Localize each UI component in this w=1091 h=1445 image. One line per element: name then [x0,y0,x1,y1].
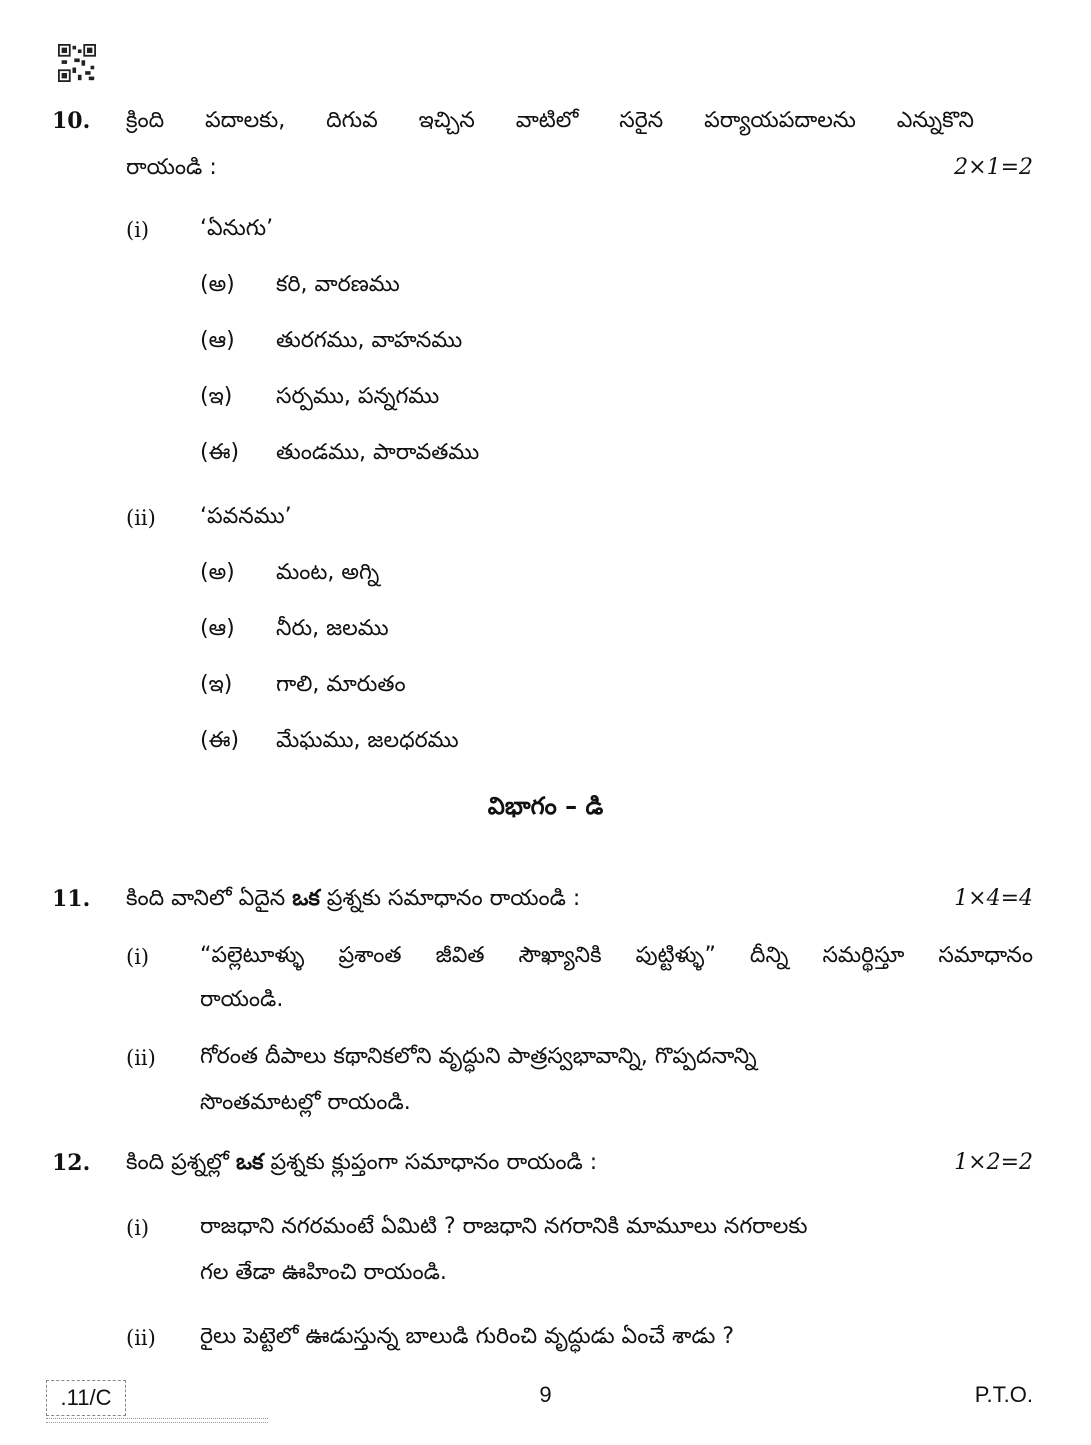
option-text: నీరు, జలము [276,616,389,641]
question-10-text-line1: క్రింది పదాలకు, దిగువ ఇచ్చిన వాటిలో సరైన పర్యాయపదాలను ఎన్నుకొని [126,108,974,133]
option-item [200,616,389,646]
q12-part-line1: రాజధాని నగరమంటే ఏమిటి ? రాజధాని నగరానికి మామూలు నగరాలకు [200,1214,808,1239]
q11-part-line1: గోరంత దీపాలు కథానికలోని వృద్ధుని పాత్రస్వభావాన్ని, గొప్పదనాన్ని [200,1044,757,1069]
option-label: (ఆ) [200,328,235,353]
option-item [200,672,406,702]
q11-part-label: (ii) [126,1046,156,1070]
question-11-text-post: ప్రశ్నకు సమాధానం రాయండి : [319,886,581,911]
question-11-text-pre: కింది వానిలో ఏదైన [126,886,293,911]
q12-part-line1: రైలు పెట్టెలో ఊడుస్తున్న బాలుడి గురించి వృద్ధుడు ఏంచే శాడు ? [200,1324,735,1349]
q11-part-line2: రాయండి. [200,987,284,1012]
question-12-text-pre: కింది ప్రశ్నల్లో [126,1150,236,1175]
q10-part-label: (ii) [126,506,156,530]
question-11-marks: 1×4=4 [954,886,1033,911]
q10-part-word: ‘పవనము’ [200,504,292,529]
option-label: (అ) [200,272,235,297]
option-item [200,384,439,414]
q11-part-line1: “పల్లెటూళ్ళు ప్రశాంత జీవిత సౌఖ్యానికి పుట్టిళ్ళు” దీన్ని సమర్థిస్తూ సమాధానం [200,943,1033,968]
option-item [200,728,459,758]
page-number: 9 [539,1382,552,1407]
question-12-text [126,1150,597,1180]
option-text: మంట, అగ్ని [276,560,380,585]
question-number-10: 10. [52,108,91,134]
option-label: (ఈ) [200,440,240,465]
q11-part-label: (i) [126,945,150,969]
question-12-marks: 1×2=2 [954,1150,1033,1175]
q12-part-label: (ii) [126,1326,156,1350]
option-item [200,272,400,302]
q12-part-line2: గల తేడా ఊహించి రాయండి. [200,1260,447,1285]
option-text: తురగము, వాహనము [276,328,463,353]
question-11-text-bold: ఒక [292,886,320,911]
question-number-12: 12. [52,1150,91,1176]
q10-part-label: (i) [126,218,150,242]
q11-part-line2: సొంతమాటల్లో రాయండి. [200,1090,411,1115]
question-10-text-line2: రాయండి : [126,155,217,180]
question-number-11: 11. [52,886,91,912]
option-label: (ఇ) [200,384,233,409]
footer-dotted-strip [46,1418,268,1423]
option-text: గాలి, మారుతం [276,672,406,697]
question-paper-code: .11/C [46,1380,126,1416]
option-item [200,328,462,358]
q12-part-label: (i) [126,1216,150,1240]
option-text: కరి, వారణము [276,272,400,297]
question-12-text-bold: ఒక [235,1150,264,1175]
question-11-text [126,886,580,916]
question-12-text-post: ప్రశ్నకు క్లుప్తంగా సమాధానం రాయండి : [263,1150,598,1175]
option-label: (అ) [200,560,235,585]
section-heading: విభాగం – డి [487,792,604,820]
option-label: (ఆ) [200,616,235,641]
question-10-marks: 2×1=2 [954,155,1033,180]
option-label: (ఇ) [200,672,233,697]
option-text: తుండము, పారావతము [276,440,480,465]
q10-part-word: ‘ఏనుగు’ [200,216,274,241]
option-text: మేఘము, జలధరము [276,728,459,753]
option-item [200,440,479,470]
option-item [200,560,379,590]
qr-code-icon [58,44,96,82]
option-label: (ఈ) [200,728,240,753]
option-text: సర్పము, పన్నగము [276,384,440,409]
pto-label: P.T.O. [974,1382,1033,1407]
